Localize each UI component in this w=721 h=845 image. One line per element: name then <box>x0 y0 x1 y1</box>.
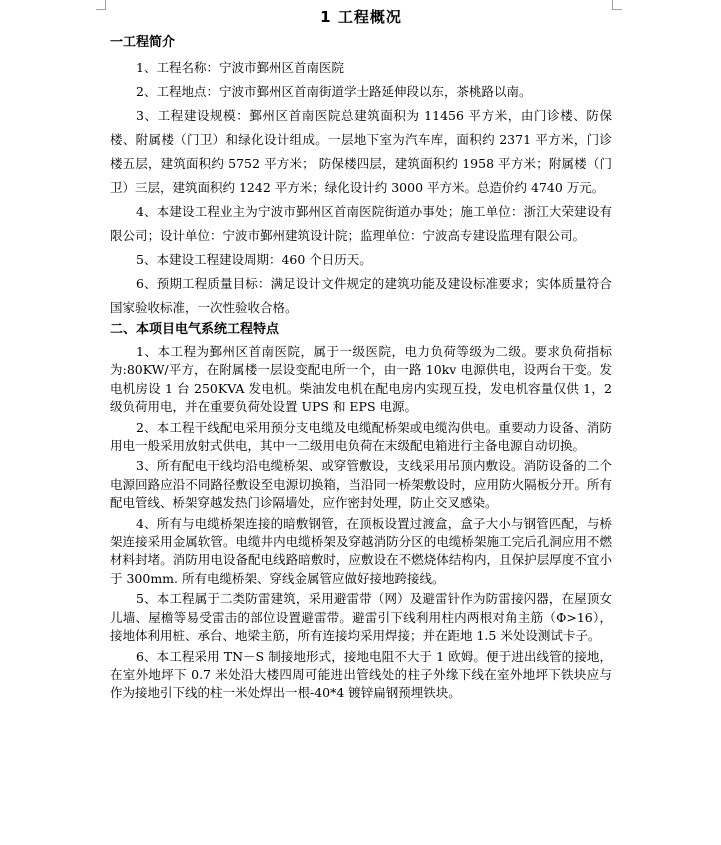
paragraph-quality-target: 6、预期工程质量目标：满足设计文件规定的建筑功能及建设标准要求；实体质量符合国家验收标准，一次性验收合格。 <box>110 276 612 315</box>
paragraph-project-location: 2、工程地点：宁波市鄞州区首南街道学士路延伸段以东，茶桃路以南。 <box>136 84 532 99</box>
paragraph-lightning-protection: 5、本工程属于二类防雷建筑，采用避雷带（网）及避雷针作为防雷接闪器，在屋顶女儿墙、屋檐等易受雷击的部位设置避雷带。避雷引下线利用柱内两根对角主筋（Φ>16），接地体利用桩、承台、地梁主筋，所有连接均采用焊接；并在距地 1.5 米处设测试卡子。 <box>110 591 612 644</box>
paragraph-conduit-connection: 4、所有与电缆桥架连接的暗敷钢管，在顶板设置过渡盒，盒子大小与钢管匹配，与桥架连接采用金属软管。电缆井内电缆桥架及穿越消防分区的电缆桥架施工完后孔洞应用不燃材料封堵。消防用电设备配电线路暗敷时，应敷设在不燃烧体结构内，且保护层厚度不宜小于 300mm. 所有电缆桥架、穿线金属管应做好接地跨接线。 <box>110 515 612 586</box>
page-corner-mark-top-right <box>612 0 622 10</box>
paragraph-grounding: 6、本工程采用 TN－S 制接地形式，接地电阻不大于 1 欧姆。便于进出线管的接地，在室外地坪下 0.7 米处沿大楼四周可能进出管线处的柱子外缘下线在室外地坪下铁块应与作为接地引下线的柱一米处焊出一根-40*4 镀锌扁钢预埋铁块。 <box>110 648 612 701</box>
paragraph-project-parties: 4、本建设工程业主为宁波市鄞州区首南医院街道办事处；施工单位：浙江大荣建设有限公司；设计单位：宁波市鄞州建筑设计院；监理单位：宁波高专建设监理有限公司。 <box>110 204 612 243</box>
section-heading-electrical-features: 二、本项目电气系统工程特点 <box>110 322 280 337</box>
document-title: 1 工程概况 <box>320 8 402 26</box>
paragraph-project-scale: 3、工程建设规模：鄞州区首南医院总建筑面积为 11456 平方米，由门诊楼、防保楼、附属楼（门卫）和绿化设计组成。一层地下室为汽车库，面积约 2371 平方米，门诊楼五层，建筑面积约 5752 平方米； 防保楼四层，建筑面积约 1958 平方米；附属楼（门卫）三层，建筑面积约 1242 平方米；绿化设计约 3000 平方米。总造价约 4740 万元。 <box>110 108 612 195</box>
paragraph-project-name: 1、工程名称：宁波市鄞州区首南医院 <box>136 60 344 75</box>
paragraph-trunk-distribution: 2、本工程干线配电采用预分支电缆及电缆配桥架或电缆沟供电。重要动力设备、消防用电一般采用放射式供电，其中一二级用电负荷在末级配电箱进行主备电源自动切换。 <box>110 419 612 454</box>
paragraph-cable-laying: 3、所有配电干线均沿电缆桥架、或穿管敷设，支线采用吊顶内敷设。消防设备的二个电源回路应沿不同路径敷设至电源切换箱，当沿同一桥架敷设时，应用防火隔板分开。所有配电管线、桥架穿越发热门诊隔墙处，应作密封处理，防止交叉感染。 <box>110 458 612 511</box>
section-heading-project-intro: 一工程简介 <box>110 35 176 50</box>
paragraph-power-supply: 1、本工程为鄞州区首南医院，属于一级医院，电力负荷等级为二级。要求负荷指标为:80KW/平方，在附属楼一层设变配电所一个，由一路 10kv 电源供电，设两台干变。发电机房设 1 台 250KVA 发电机。柴油发电机在配电房内实现互投，发电机容量仅供 1，2 级负荷用电，并在重要负荷处设置 UPS 和 EPS 电源。 <box>110 344 612 415</box>
document-page <box>110 6 612 705</box>
page-corner-mark-top-left <box>96 0 106 10</box>
paragraph-construction-period: 5、本建设工程建设周期：460 个日历天。 <box>136 252 372 267</box>
